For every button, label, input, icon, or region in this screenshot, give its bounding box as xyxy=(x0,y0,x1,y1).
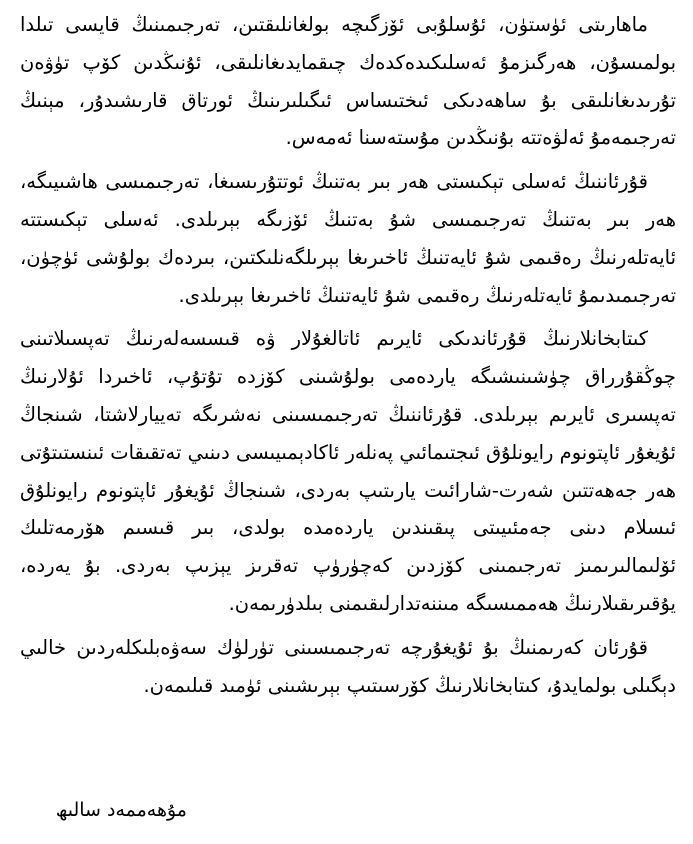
paragraph-1: ماھارىتى ئۈستۈن، ئۇسلۇبى ئۆزگىچە بولغانلىقتىن، تەرجىمىنىڭ قايسى تىلدا بولمىسۇن، ھەرگىزمۇ ئەسلىكىدەكدەك چىقمايدىغانلىقى، ئۇنىڭدىن كۆپ تۈۋەن تۇرىدىغانلىقى بۇ ساھەدىكى ئىختىساس ئىگىلىرىنىڭ ئورتاق قارىشىدۇر، مېنىڭ تەرجىمەمۇ ئەلۋەتتە بۇنىڭدىن مۇستەسنا ئەمەس. xyxy=(20,13,676,150)
author-signature: مۇھەممەد سالىھ xyxy=(55,799,187,821)
paragraph-4: قۇرئان كەرىمنىڭ بۇ ئۇيغۇرچە تەرجىمىسىنى تۈرلۈك سەۋەبلىكلەردىن خالىي دېگىلى بولمايدۇ، كىتابخانلارنىڭ كۆرسىتىپ بېرىشىنى ئۈمىد قىلىمەن. xyxy=(20,635,676,697)
paragraph-2: قۇرئاننىڭ ئەسلى تېكىستى ھەر بىر بەتنىڭ ئوتتۇرىسىغا، تەرجىمىسى ھاشىيىگە، ھەر بىر بەتنىڭ تەرجىمىسى شۇ بەتنىڭ ئۆزىگە بېرىلدى. ئەسلى تېكىستتە ئايەتلەرنىڭ رەقىمى شۇ ئايەتنىڭ ئاخىرىغا بېرىلگەنلىكتىن، بىردەك بولۇشى ئۈچۈن، تەرجىمىدىمۇ ئايەتلەرنىڭ رەقىمى شۇ ئايەتنىڭ ئاخىرىغا بېرىلدى. xyxy=(20,170,676,307)
document-body xyxy=(20,6,676,710)
paragraph-3: كىتابخانلارنىڭ قۇرئاندىكى ئايرىم ئاتالغۇلار ۋە قىسسەلەرنىڭ تەپسىلاتىنى چوڭقۇرراق چۈشىنىشىگە ياردەمى بولۇشىنى كۆزدە تۇتۇپ، ئاخىردا ئۇلارنىڭ تەپسىرى ئايرىم بېرىلدى. قۇرئاننىڭ تەرجىمىسىنى نەشرىگە تەييارلاشتا، شىنجاڭ ئۇيغۇر ئاپتونوم رايونلۇق ئىجتىمائىي پەنلەر ئاكادېمىيىسى دىنىي تەتقىقات ئىنستىتۇتى ھەر جەھەتتىن شەرت-شارائىت يارىتىپ بەردى، شىنجاڭ ئۇيغۇر ئاپتونوم رايونلۇق ئىسلام دىنى جەمئىيىتى پىقىندىن ياردەمدە بولدى، بىر قىسىم ھۆرمەتلىك ئۆلىمالىرىمىز تەرجىمىنى كۆزدىن كەچۈرۈپ تەقرىز يېزىپ بەردى. بۇ يەردە، يۇقىرىقىلارنىڭ ھەممىسىگە مىننەتدارلىقىمنى بىلدۈرىمەن. xyxy=(20,327,676,615)
